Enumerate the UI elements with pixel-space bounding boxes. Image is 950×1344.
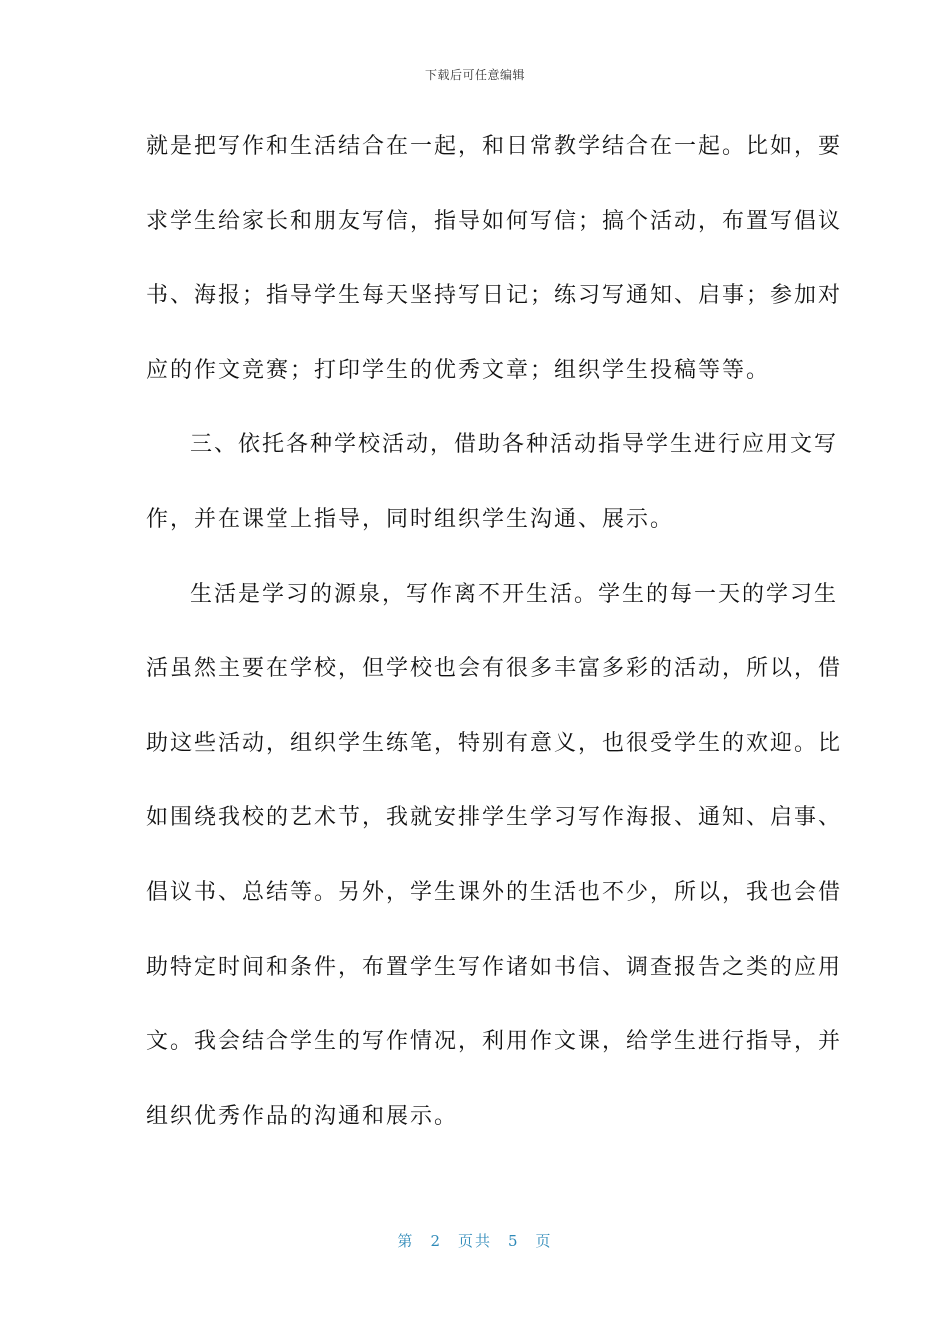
text-line: 作，并在课堂上指导，同时组织学生沟通、展示。 (146, 506, 675, 532)
footer-middle: 页共 (457, 1232, 492, 1250)
text-line: 就是把写作和生活结合在一起，和日常教学结合在一起。比如，要 (146, 134, 843, 159)
text-line: 文。我会结合学生的写作情况，利用作文课，给学生进行指导，并 (146, 1029, 843, 1055)
text-line: 助这些活动，组织学生练笔，特别有意义，也很受学生的欢迎。比 (146, 730, 843, 756)
page-header: 下载后可任意编辑 (424, 68, 525, 82)
footer-total-pages: 5 (508, 1232, 520, 1250)
footer-prefix: 第 (397, 1232, 415, 1250)
text-line: 助特定时间和条件，布置学生写作诸如书信、调查报告之类的应用 (146, 954, 843, 980)
footer-current-page: 2 (430, 1232, 442, 1250)
text-line: 活虽然主要在学校，但学校也会有很多丰富多彩的活动，所以，借 (146, 656, 843, 682)
document-body (146, 120, 843, 1164)
text-line: 应的作文竞赛；打印学生的优秀文章；组织学生投稿等等。 (146, 357, 771, 383)
text-line: 求学生给家长和朋友写信，指导如何写信；搞个活动，布置写倡议 (146, 208, 843, 234)
page-footer (0, 1230, 950, 1251)
text-line: 书、海报；指导学生每天坚持写日记；练习写通知、启事；参加对 (146, 283, 843, 309)
text-line: 三、依托各种学校活动，借助各种活动指导学生进行应用文写 (190, 432, 839, 458)
text-line: 倡议书、总结等。另外，学生课外的生活也不少，所以，我也会借 (146, 879, 843, 905)
footer-suffix: 页 (535, 1232, 553, 1250)
text-line: 如围绕我校的艺术节，我就安排学生学习写作海报、通知、启事、 (146, 805, 843, 831)
text-line: 组织优秀作品的沟通和展示。 (146, 1103, 459, 1129)
text-line: 生活是学习的源泉，写作离不开生活。学生的每一天的学习生 (190, 581, 839, 607)
